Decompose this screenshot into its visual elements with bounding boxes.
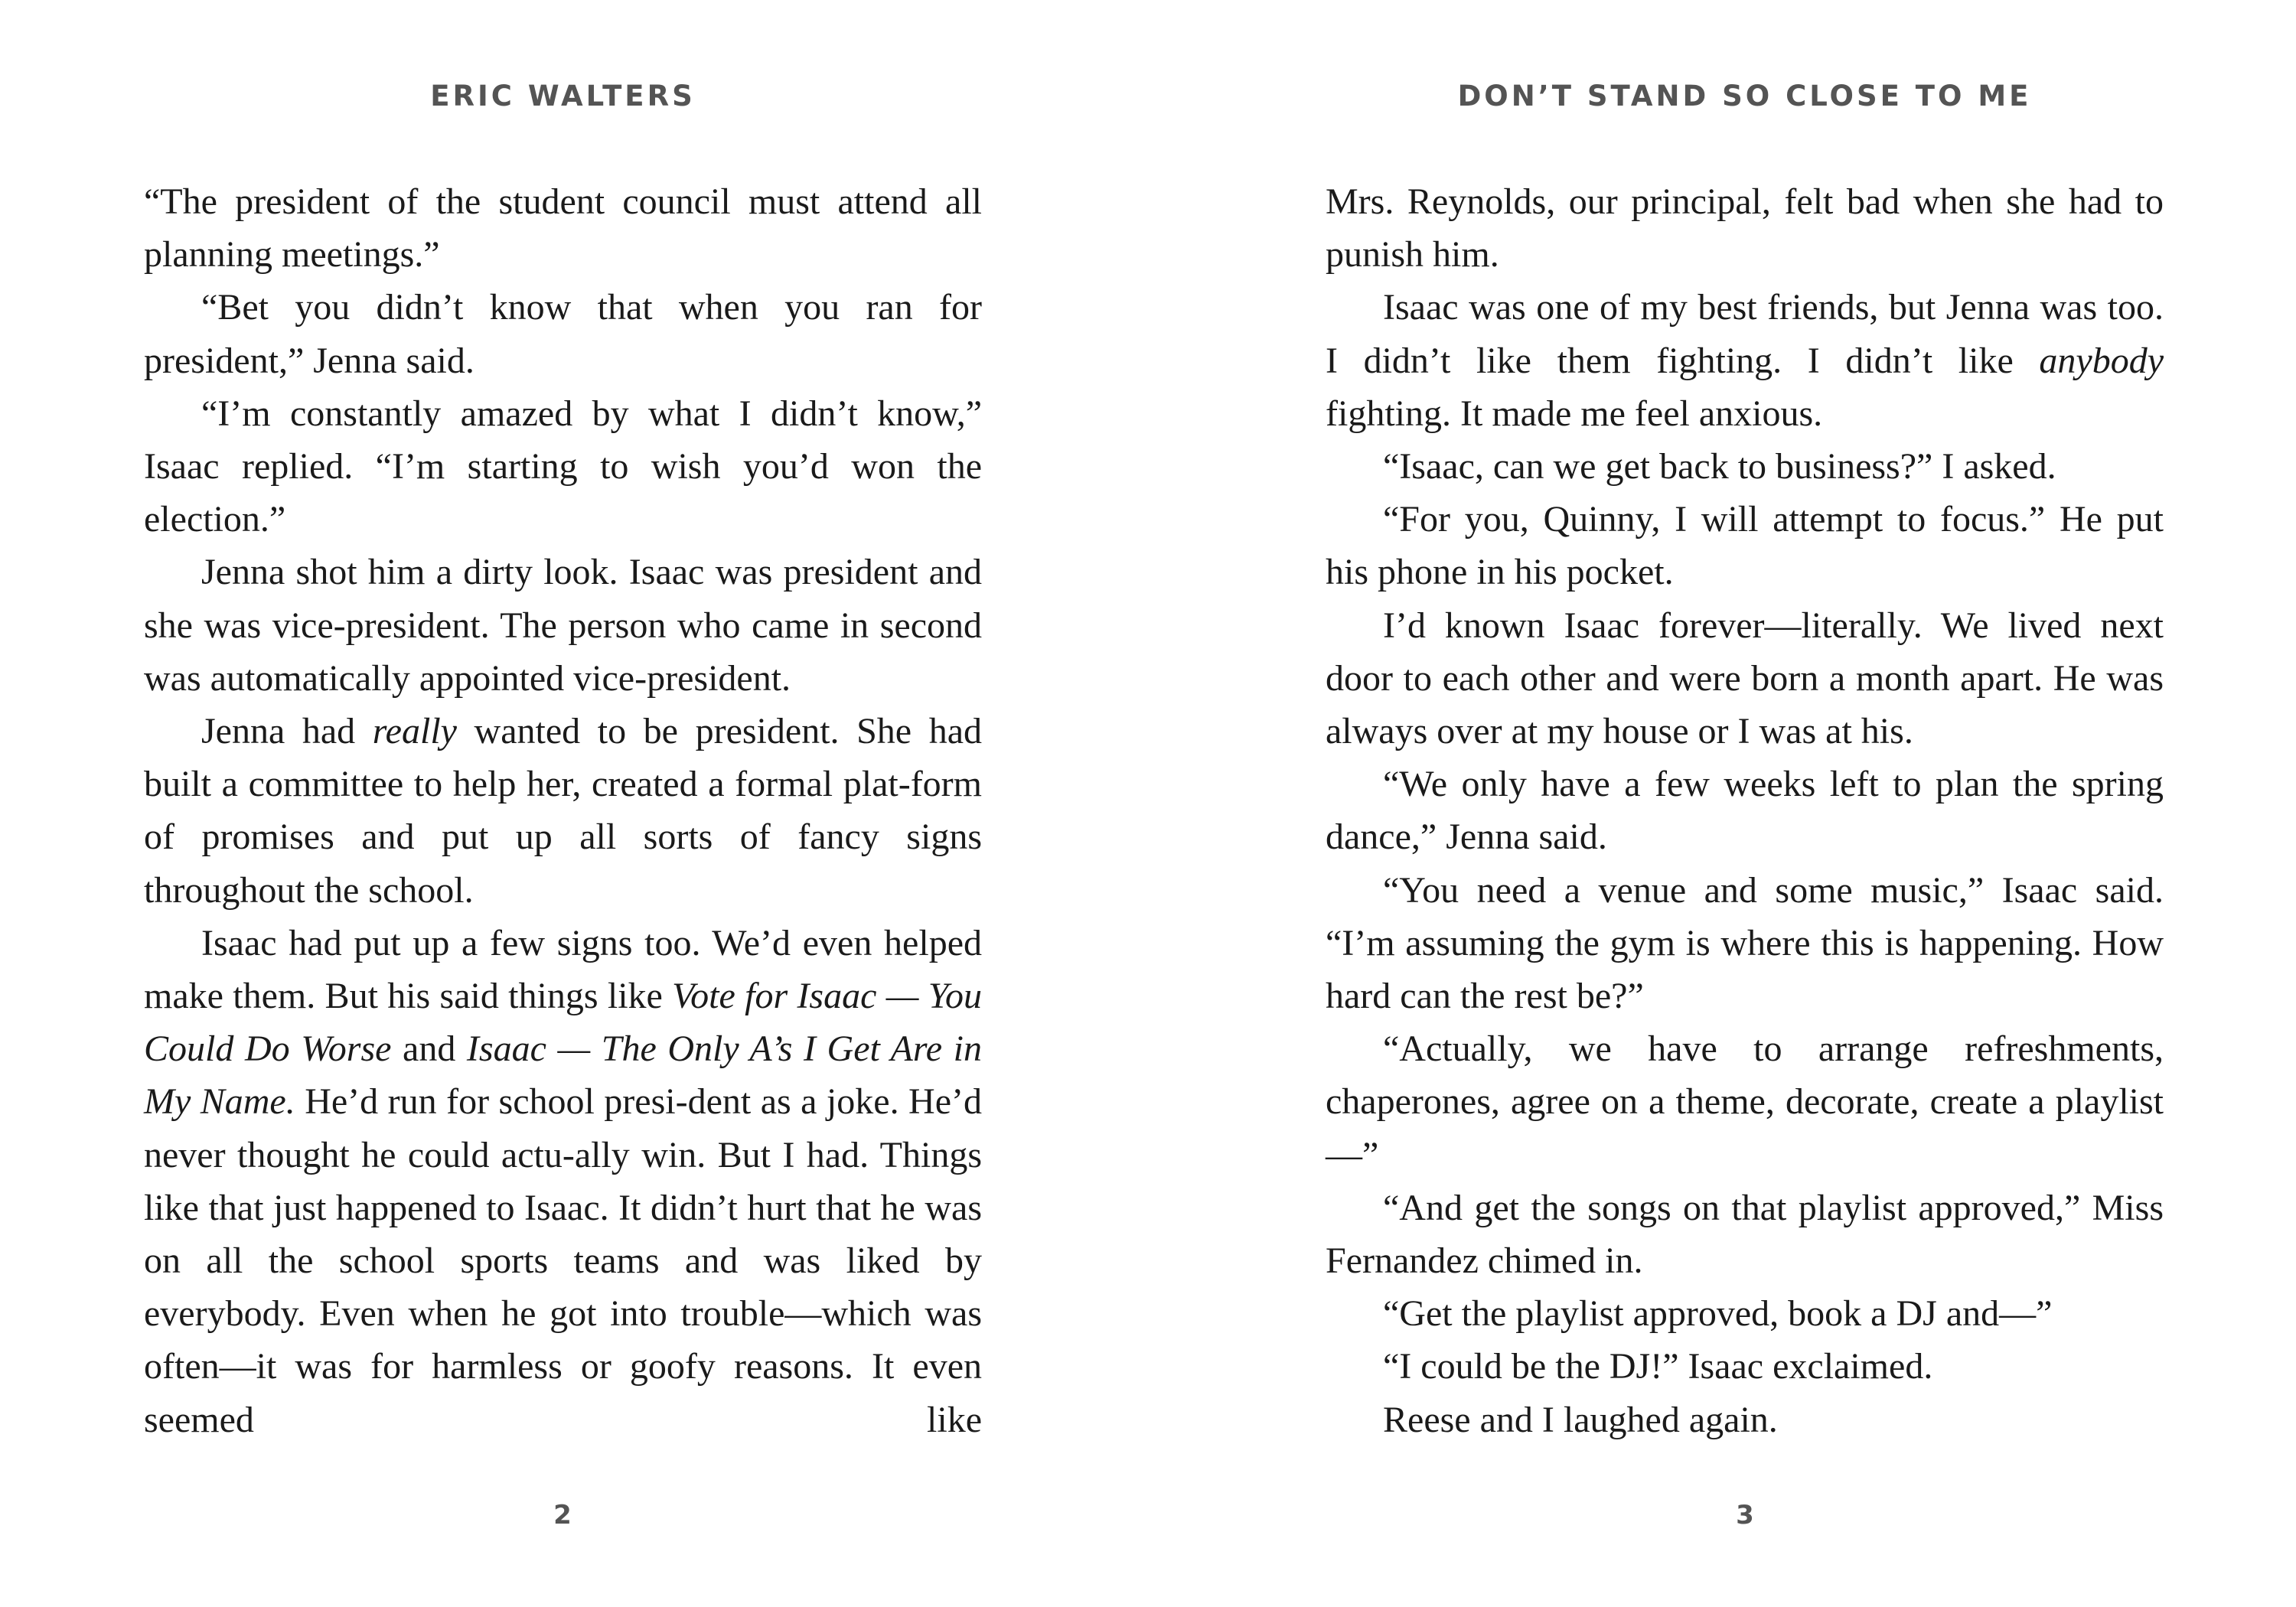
running-head-author: ERIC WALTERS [430, 80, 696, 112]
text-run: Isaac had put up a few signs too. We’d even helped make them. But his said things like [144, 922, 982, 1017]
paragraph: Jenna shot him a dirty look. Isaac was president and she was vice-president. The person who came in second was automatically appointed vice-president. [144, 552, 982, 699]
text-run: He’d run for school presi-dent as a joke. He’d never thought he could actu-ally win. But I had. Things like that just happened to Isaac. It didn’t hurt that he was on all the school sports teams and was liked by everybody. Even when he got into trouble—which was often—it was for harmless or goofy reasons. It even seemed like [144, 1081, 982, 1440]
paragraph [1326, 281, 2164, 440]
paragraph: Mrs. Reynolds, our principal, felt bad when she had to punish him. [1326, 181, 2164, 275]
body-text-right [1326, 175, 2164, 1446]
paragraph: “Bet you didn’t know that when you ran for president,” Jenna said. [144, 287, 982, 381]
text-run: Jenna had [201, 711, 373, 752]
paragraph: “And get the songs on that playlist approved,” Miss Fernandez chimed in. [1326, 1187, 2164, 1282]
paragraph: “Isaac, can we get back to business?” I asked. [1383, 446, 2056, 487]
page-number: 3 [1736, 1500, 1754, 1530]
paragraph: “Actually, we have to arrange refreshments, chaperones, agree on a theme, decorate, create a playlist—” [1326, 1028, 2164, 1175]
paragraph: “For you, Quinny, I will attempt to focus.” He put his phone in his pocket. [1326, 499, 2164, 593]
paragraph [144, 705, 982, 917]
paragraph: “Get the playlist approved, book a DJ and—” [1383, 1293, 2053, 1335]
body-text-left [144, 175, 982, 1446]
italic-text: Isaac — The Only A’s I Get Are in My Name. [144, 1028, 982, 1123]
paragraph [144, 917, 982, 1446]
paragraph: “I could be the DJ!” Isaac exclaimed. [1383, 1346, 1933, 1387]
text-run: fighting. It made me feel anxious. [1326, 393, 1823, 434]
paragraph: “I’m constantly amazed by what I didn’t know,” Isaac replied. “I’m starting to wish you’d won the election.” [144, 393, 982, 540]
paragraph: “You need a venue and some music,” Isaac said. “I’m assuming the gym is where this is happening. How hard can the rest be?” [1326, 869, 2164, 1017]
paragraph: “The president of the student council must attend all planning meetings.” [144, 181, 982, 275]
right-page [1148, 0, 2296, 1607]
italic-text: really [372, 711, 457, 752]
text-run: Isaac was one of my best friends, but Jenna was too. I didn’t like them fighting. I didn’t like [1326, 287, 2164, 381]
text-run: and [391, 1028, 467, 1070]
text-run: wanted to be president. She had built a committee to help her, created a formal plat-form of promises and put up all sorts of fancy signs throughout the school. [144, 711, 983, 911]
italic-text: Vote for Isaac — You Could Do Worse [144, 976, 983, 1070]
italic-text: anybody [2039, 340, 2164, 381]
running-head-title: DON’T STAND SO CLOSE TO ME [1457, 80, 2032, 112]
paragraph: “We only have a few weeks left to plan the spring dance,” Jenna said. [1326, 764, 2164, 858]
paragraph: I’d known Isaac forever—literally. We lived next door to each other and were born a month apart. He was always over at my house or I was at his. [1326, 605, 2164, 752]
paragraph: Reese and I laughed again. [1383, 1399, 1778, 1440]
page-number: 2 [553, 1500, 572, 1530]
